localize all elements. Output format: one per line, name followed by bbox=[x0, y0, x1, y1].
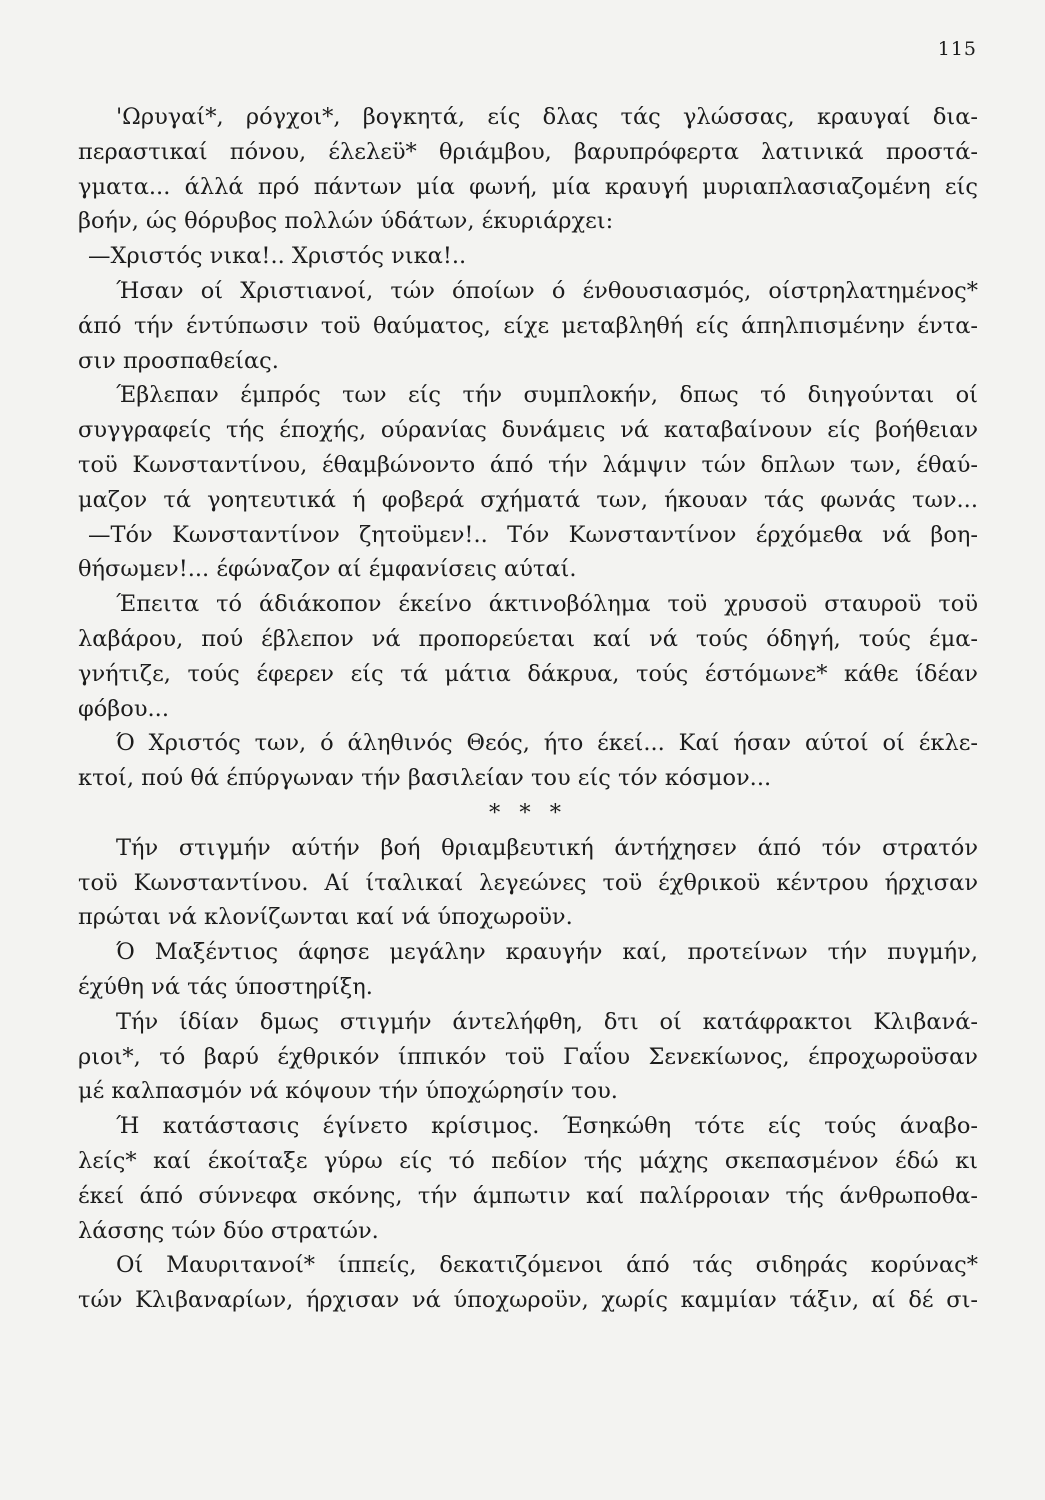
text-line: τοϋ Κωνσταντίνου, έθαμβώνοντο άπό τήν λάμψιν τών δπλων των, έθαύ- bbox=[78, 451, 978, 478]
text-line: λάσσης τών δύο στρατών. bbox=[78, 1217, 379, 1244]
section-separator: * * * bbox=[488, 799, 568, 826]
text-line: μαζον τά γοητευτικά ή φοβερά σχήματά των, ήκουαν τάς φωνάς των... bbox=[78, 486, 978, 513]
text-line: Ό Χριστός των, ό άληθινός Θεός, ήτο έκεί... Καί ήσαν αύτοί οί έκλε- bbox=[116, 730, 978, 757]
text-line: Τήν στιγμήν αύτήν βοή θριαμβευτική άντήχησεν άπό τόν στρατόν bbox=[116, 834, 978, 861]
text-line: άπό τήν έντύπωσιν τοϋ θαύματος, είχε μεταβληθή είς άπηλπισμένην έντα- bbox=[78, 312, 978, 339]
text-line: συγγραφείς τής έποχής, ούρανίας δυνάμεις νά καταβαίνουν είς βοήθειαν bbox=[78, 417, 978, 444]
text-line: σιν προσπαθείας. bbox=[78, 347, 279, 374]
text-line: γνήτιζε, τούς έφερεν είς τά μάτια δάκρυα, τούς έστόμωνε* κάθε ίδέαν bbox=[78, 660, 978, 687]
text-line: Ήσαν οί Χριστιανοί, τών όποίων ό ένθουσιασμός, οίστρηλατημένος* bbox=[116, 277, 978, 304]
text-line: θήσωμεν!... έφώναζον αί έμφανίσεις αύταί. bbox=[78, 556, 577, 583]
text-line: —Χριστός νικα!.. Χριστός νικα!.. bbox=[88, 243, 467, 270]
text-line: Τήν ίδίαν δμως στιγμήν άντελήφθη, δτι οί κατάφρακτοι Κλιβανά- bbox=[116, 1008, 978, 1035]
text-line: 'Ωρυγαί*, ρόγχοι*, βογκητά, είς δλας τάς γλώσσας, κραυγαί δια- bbox=[116, 104, 978, 130]
body-text bbox=[78, 100, 978, 1318]
text-line: Ό Μαξέντιος άφησε μεγάλην κραυγήν καί, προτείνων τήν πυγμήν, bbox=[116, 939, 978, 966]
text-line: έκεί άπό σύννεφα σκόνης, τήν άμπωτιν καί παλίρροιαν τής άνθρωποθα- bbox=[78, 1182, 978, 1209]
text-line: —Τόν Κωνσταντίνον ζητοϋμεν!.. Τόν Κωνσταντίνον έρχόμεθα νά βοη- bbox=[88, 521, 978, 548]
text-line: λαβάρου, πού έβλεπον νά προπορεύεται καί νά τούς όδηγή, τούς έμα- bbox=[78, 625, 978, 652]
text-line: λείς* καί έκοίταξε γύρω είς τό πεδίον τής μάχης σκεπασμένον έδώ κι bbox=[78, 1147, 978, 1174]
text-line: περαστικαί πόνου, έλελεϋ* θριάμβου, βαρυπρόφερτα λατινικά προστά- bbox=[78, 138, 978, 165]
text-line: Ή κατάστασις έγίνετο κρίσιμος. Έσηκώθη τότε είς τούς άναβο- bbox=[116, 1113, 978, 1140]
text-line: κτοί, πού θά έπύργωναν τήν βασιλείαν του είς τόν κόσμον... bbox=[78, 765, 772, 792]
text-line: ριοι*, τό βαρύ έχθρικόν ίππικόν τοϋ Γαΐου Σενεκίωνος, έπροχωροϋσαν bbox=[78, 1043, 978, 1070]
text-line: γματα... άλλά πρό πάντων μία φωνή, μία κραυγή μυριαπλασιαζομένη είς bbox=[78, 173, 978, 200]
text-line: βοήν, ώς θόρυβος πολλών ύδάτων, έκυριάρχει: bbox=[78, 208, 614, 235]
page-number: 115 bbox=[937, 38, 977, 60]
text-line: πρώται νά κλονίζωνται καί νά ύποχωροϋν. bbox=[78, 904, 573, 931]
text-line: μέ καλπασμόν νά κόψουν τήν ύποχώρησίν του. bbox=[78, 1078, 618, 1105]
text-line: Έπειτα τό άδιάκοπον έκείνο άκτινοβόλημα τοϋ χρυσοϋ σταυροϋ τοϋ bbox=[116, 591, 978, 618]
text-line: έχύθη νά τάς ύποστηρίξη. bbox=[78, 973, 373, 1000]
text-line: Έβλεπαν έμπρός των είς τήν συμπλοκήν, δπως τό διηγούνται οί bbox=[116, 382, 978, 409]
text-line: φόβου... bbox=[78, 695, 169, 722]
text-line: τών Κλιβαναρίων, ήρχισαν νά ύποχωροϋν, χωρίς καμμίαν τάξιν, αί δέ σι- bbox=[78, 1287, 978, 1314]
text-line: τοϋ Κωνσταντίνου. Αί ίταλικαί λεγεώνες τοϋ έχθρικοϋ κέντρου ήρχισαν bbox=[78, 869, 978, 896]
text-line: Οί Μαυριτανοί* ίππείς, δεκατιζόμενοι άπό τάς σιδηράς κορύνας* bbox=[116, 1252, 978, 1279]
